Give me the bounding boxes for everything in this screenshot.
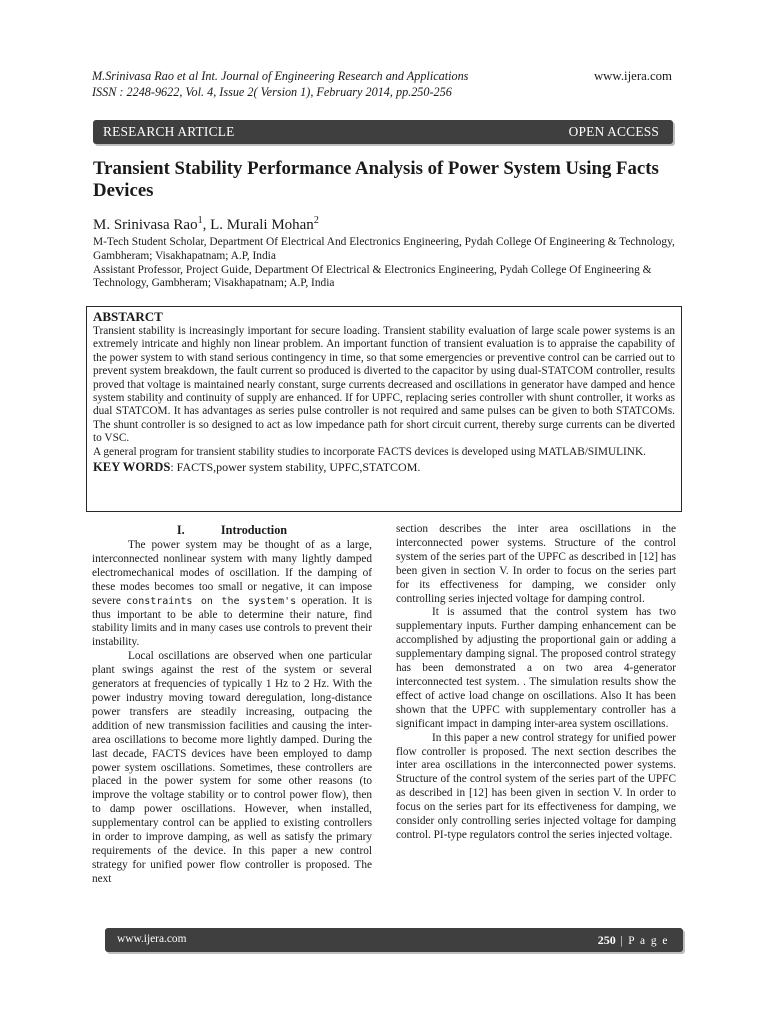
paper-title: Transient Stability Performance Analysis of Power System Using Facts Devices	[93, 158, 659, 201]
author-2: L. Murali Mohan	[210, 217, 314, 233]
page-footer	[105, 928, 683, 952]
journal-citation	[92, 68, 562, 100]
affiliations	[93, 236, 683, 291]
citation-line-1: M.Srinivasa Rao et al Int. Journal of Engineering Research and Applications	[92, 69, 469, 83]
abstract-text: Transient stability is increasingly important for secure loading. Transient stability evaluation of large scale power systems is an extremely intricate and highly non linear problem. An important function of transient evaluation is to appraise the capability of the power system to with stand serious contingency in time, so that some emergencies or preventive control can be carried out to prevent system breakdown, the fault current so produced is diverted to the capacitor by using dual-STATCOM controller, results proved that voltage is maintained nearly constant, surge currents decreased and oscillations in generator have damped and hence system stability and continuity of supply are enhanced. If for UPFC, replacing series controller with shunt controller, it works as dual STATCOM. It has advantages as series pulse controller is not required and same pulses can be given to both STATCOMs. The shunt controller is so designed to act as low impedance path for short circuit current, thereby surge currents can be diverted to VSC.	[93, 325, 675, 445]
intro-p1-end: operation. It is thus important to be able to determine their nature, find stability limits and in many cases use controls to prevent their instability.	[92, 594, 372, 649]
research-article-label: RESEARCH ARTICLE	[103, 124, 235, 139]
section-title: Introduction	[220, 523, 288, 537]
section-heading	[92, 522, 372, 538]
left-column	[92, 522, 372, 887]
page-label: | P a g e	[615, 935, 669, 947]
author-list	[93, 215, 319, 235]
intro-paragraph-3: section describes the inter area oscillations in the interconnected power systems. Structure of the control system of the series part of the UPFC as described in [12] has been given in section V. In order to focus on the series part for its effectiveness for damping, we consider only controlling series injected voltage for damping control.	[396, 523, 676, 605]
keywords	[93, 459, 675, 475]
open-access-label: OPEN ACCESS	[568, 124, 659, 139]
intro-p1-mono: constraints on the system's	[126, 595, 297, 607]
author-1: M. Srinivasa Rao	[93, 217, 198, 233]
citation-line-2: ISSN : 2248-9622, Vol. 4, Issue 2( Version 1), February 2014, pp.250-256	[92, 85, 452, 99]
keywords-label: KEY WORDS	[93, 460, 171, 475]
intro-paragraph-5: In this paper a new control strategy for unified power flow controller is proposed. The next section describes the inter area oscillations in the interconnected power systems. Structure of the control system of the series part of the UPFC as described in [12] has been given in section V. In order to focus on the series part for its effectiveness for damping, we consider only controlling series injected voltage for damping control. PI-type regulators control the series injected voltage.	[396, 731, 676, 841]
intro-p1-start: The power system may be thought of as a large, interconnected nonlinear system with many lightly damped electromechanical modes of oscillation. If the damping of these modes becomes too small or negative, it can impose severe	[92, 539, 372, 607]
keywords-list: : FACTS,power system stability, UPFC,STATCOM.	[170, 460, 421, 475]
footer-site-link[interactable]: www.ijera.com	[117, 933, 187, 945]
author-1-affil-mark: 1	[197, 215, 203, 226]
author-2-affil-mark: 2	[313, 215, 319, 226]
page-number: 250	[597, 933, 616, 947]
intro-paragraph-2: Local oscillations are observed when one particular plant swings against the rest of the system or several generators at frequencies of typically 1 Hz to 2 Hz. With the power industry moving toward deregulation, long-distance power transfers are steadily increasing, outpacing the addition of new transmission facilities and causing the inter-area oscillations to become more lightly damped. During the last decade, FACTS devices have been employed to damp power system oscillations. Sometimes, these controllers are placed in the power system for some other reasons (to improve the voltage stability or to control power flow), then to damp power oscillations. However, when installed, supplementary control can be applied to existing controllers in order to improve damping, as well as satisfy the primary requirements of the device. In this paper a new control strategy for unified power flow controller is proposed. The next	[92, 650, 372, 885]
right-column	[396, 523, 676, 843]
affiliation-2: Assistant Professor, Project Guide, Department Of Electrical & Electronics Engineering, Pydah College Of Engineering & Technology, Gambheram; Visakhapatnam; A.P, India	[93, 263, 652, 290]
article-type-banner	[93, 120, 673, 144]
abstract-heading: ABSTARCT	[93, 309, 163, 324]
header-site-link[interactable]: www.ijera.com	[593, 69, 672, 83]
intro-paragraph-1	[92, 539, 372, 650]
abstract-box	[86, 306, 682, 512]
section-number: I.	[176, 523, 185, 537]
intro-paragraph-4: It is assumed that the control system has two supplementary inputs. Further damping enhancement can be accomplished by adjusting the proportional gain or adding a supplementary damping signal. The proposed control strategy has been demonstrated a on two area 4-generator interconnected test system. . The simulation results show the effect of active load change on oscillations. Also It has been shown that the UPFC with supplementary controller has a significant impact in damping inter-area system oscillations.	[396, 606, 676, 730]
page-indicator	[598, 933, 669, 948]
affiliation-1: M-Tech Student Scholar, Department Of Electrical And Electronics Engineering, Pydah College Of Engineering & Technology, Gambheram; Visakhapatnam; A.P, India	[93, 236, 675, 262]
author-separator: ,	[202, 217, 211, 233]
abstract-text-2: A general program for transient stability studies to incorporate FACTS devices is developed using MATLAB/SIMULINK.	[93, 445, 646, 458]
